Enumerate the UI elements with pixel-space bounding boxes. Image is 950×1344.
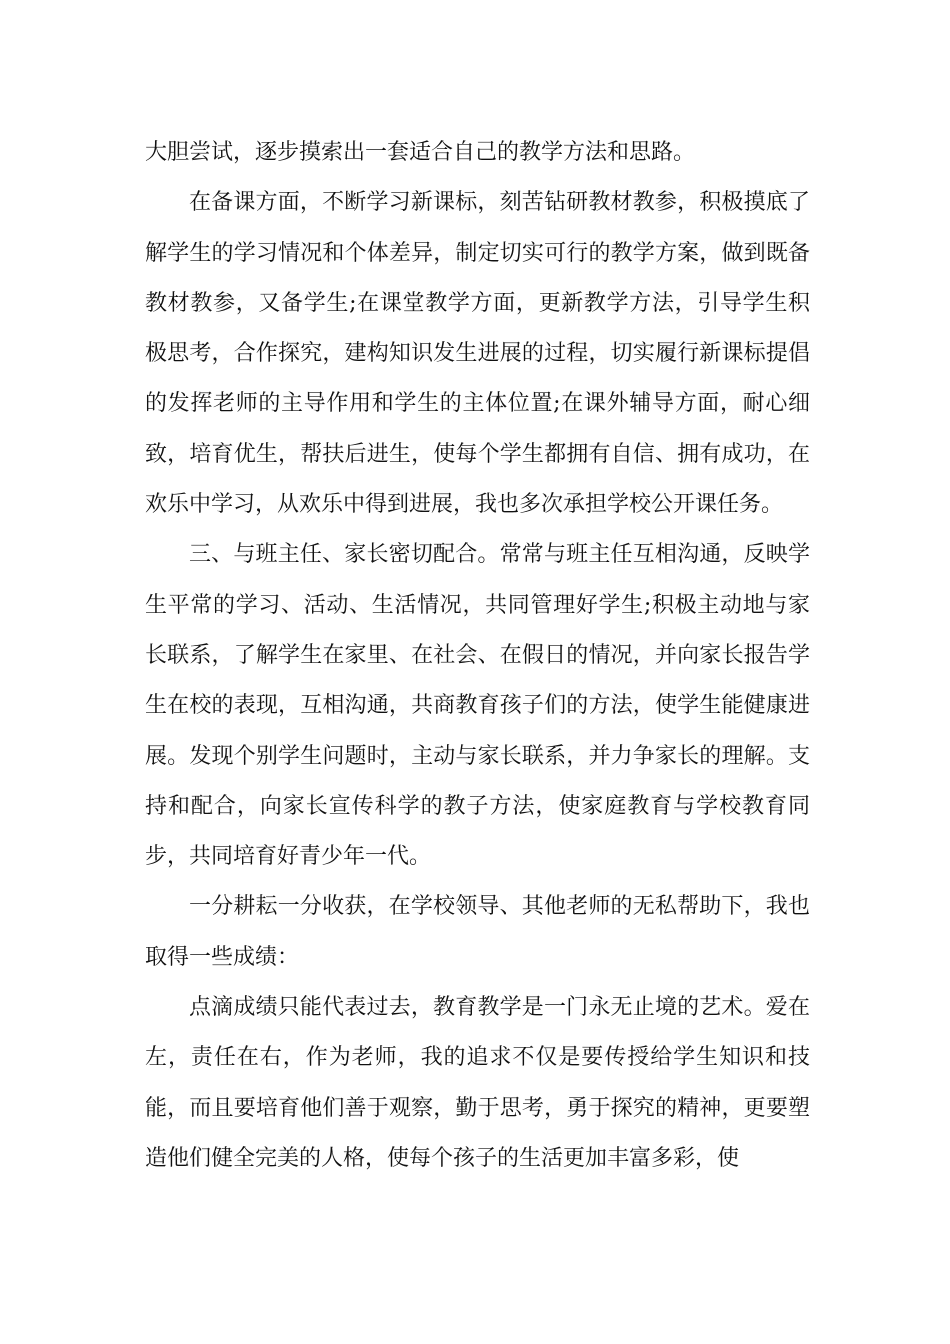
paragraph-continuation: 大胆尝试，逐步摸索出一套适合自己的教学方法和思路。: [145, 140, 696, 165]
paragraph-reflection: 点滴成绩只能代表过去，教育教学是一门永无止境的艺术。爱在左，责任在右，作为老师，我的追求不仅是要传授给学生知识和技能，而且要培育他们善于观察，勤于思考，勇于探究的精神，更要塑造他们健全完美的人格，使每个孩子的生活更加丰富多彩，使: [145, 995, 810, 1171]
paragraph-cooperation: 三、与班主任、家长密切配合。常常与班主任互相沟通，反映学生平常的学习、活动、生活情况，共同管理好学生;积极主动地与家长联系，了解学生在家里、在社会、在假日的情况，并向家长报告学生在校的表现，互相沟通，共商教育孩子们的方法，使学生能健康进展。发现个别学生问题时，主动与家长联系，并力争家长的理解。支持和配合，向家长宣传科学的教子方法，使家庭教育与学校教育同步，共同培育好青少年一代。: [145, 542, 810, 870]
paragraph-achievements: 一分耕耘一分收获，在学校领导、其他老师的无私帮助下，我也取得一些成绩：: [145, 894, 810, 970]
paragraph-lesson-preparation: 在备课方面，不断学习新课标，刻苦钻研教材教参，积极摸底了解学生的学习情况和个体差异，制定切实可行的教学方案，做到既备教材教参，又备学生;在课堂教学方面，更新教学方法，引导学生积极思考，合作探究，建构知识发生进展的过程，切实履行新课标提倡的发挥老师的主导作用和学生的主体位置;在课外辅导方面，耐心细致，培育优生，帮扶后进生，使每个学生都拥有自信、拥有成功，在欢乐中学习，从欢乐中得到进展，我也多次承担学校公开课任务。: [145, 190, 810, 518]
document-body: [145, 128, 810, 1184]
